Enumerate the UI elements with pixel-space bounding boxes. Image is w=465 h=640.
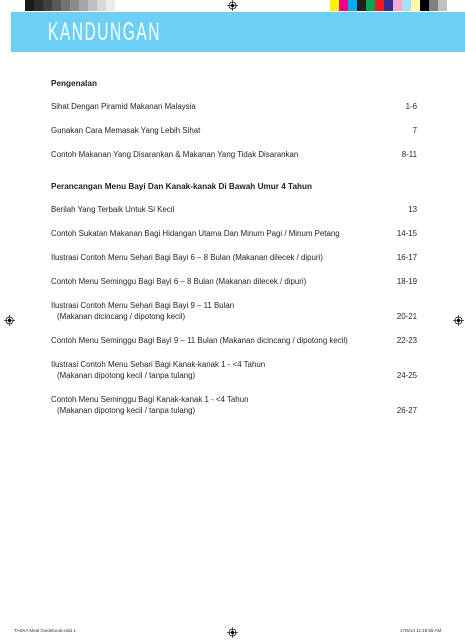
toc-entry-subtitle: (Makanan dipotong kecil / tanpa tulang): [57, 371, 196, 380]
registration-mark-right: [453, 315, 464, 326]
toc-entry: [51, 204, 417, 215]
toc-entry-title: [51, 359, 265, 381]
color-swatch: [393, 0, 402, 11]
toc-entry: [51, 394, 417, 416]
section-heading: Pengenalan: [51, 79, 97, 88]
toc-entry-page: 8-11: [401, 150, 417, 159]
toc-entry-title: Contoh Menu Seminggu Bagi Bayi 9 – 11 Bulan (Makanan dicincang / dipotong kecil): [51, 336, 348, 345]
toc-entry: [51, 335, 417, 346]
color-swatch: [106, 0, 115, 11]
toc-entry-title: Gunakan Cara Memasak Yang Lebih Sihat: [51, 126, 201, 135]
toc-entry-page: 7: [412, 126, 417, 135]
footer-filename: TASKA Meal Guidebook.indd 1: [14, 628, 76, 633]
toc-entry-title: Contoh Menu Seminggu Bagi Bayi 6 – 8 Bulan (Makanan dilecek / dipuri): [51, 277, 307, 286]
toc-entry-subtitle: (Makanan dicincang / dipotong kecil): [57, 312, 186, 321]
toc-entry: [51, 359, 417, 381]
color-swatch: [366, 0, 375, 11]
color-swatch: [375, 0, 384, 11]
color-swatch: [402, 0, 411, 11]
color-swatch: [420, 0, 429, 11]
toc-entry: [51, 300, 417, 322]
table-of-contents: [51, 78, 417, 416]
color-swatch: [357, 0, 366, 11]
registration-mark-left: [4, 315, 15, 326]
registration-mark-top: [227, 0, 238, 11]
color-swatch: [61, 0, 70, 11]
toc-entry-page: 14-15: [396, 229, 417, 238]
color-swatch: [429, 0, 438, 11]
color-swatch: [79, 0, 88, 11]
toc-entry: [51, 149, 417, 160]
toc-entry-subtitle: (Makanan dipotong kecil / tanpa tulang): [57, 406, 196, 415]
color-swatch: [70, 0, 79, 11]
toc-entry-page: 22-23: [396, 336, 417, 345]
footer-timestamp: 17/6/14 11:48:58 AM: [400, 628, 442, 633]
toc-entry-page: 18-19: [396, 277, 417, 286]
color-swatch: [115, 0, 124, 11]
page-title: KANDUNGAN: [48, 18, 161, 46]
color-swatch: [438, 0, 447, 11]
toc-entry-title: Berilah Yang Terbaik Untuk Si Kecil: [51, 205, 175, 214]
toc-entry-title: Ilustrasi Contoh Menu Sehari Bagi Bayi 6 – 8 Bulan (Makanan dilecek / dipuri): [51, 253, 323, 262]
toc-entry-page: 24-25: [396, 371, 417, 380]
toc-entry: [51, 252, 417, 263]
color-swatch: [88, 0, 97, 11]
toc-entry-title: Sihat Dengan Piramid Makanan Malaysia: [51, 102, 196, 111]
color-swatch: [348, 0, 357, 11]
color-swatch: [25, 0, 34, 11]
toc-entry: [51, 101, 417, 112]
section-heading: Perancangan Menu Bayi Dan Kanak-kanak Di Bawah Umur 4 Tahun: [51, 182, 313, 191]
color-swatch: [411, 0, 420, 11]
toc-entry-title-line: Ilustrasi Contoh Menu Sehari Bagi Kanak-kanak 1 - <4 Tahun: [51, 360, 266, 369]
color-swatch: [43, 0, 52, 11]
toc-entry-title-line: Ilustrasi Contoh Menu Sehari Bagi Bayi 9 – 11 Bulan: [51, 301, 235, 310]
color-swatch: [384, 0, 393, 11]
toc-entry-title: Contoh Sukatan Makanan Bagi Hidangan Utama Dan Minum Pagi / Minum Petang: [51, 229, 340, 238]
color-swatch: [339, 0, 348, 11]
grayscale-swatch-bar: [25, 0, 124, 11]
toc-entry: [51, 228, 417, 239]
color-swatch: [52, 0, 61, 11]
toc-entry: [51, 125, 417, 136]
toc-entry-title: [51, 300, 234, 322]
toc-entry-page: 13: [408, 205, 417, 214]
toc-entry-title: [51, 394, 248, 416]
toc-entry-title: Contoh Makanan Yang Disarankan & Makanan Yang Tidak Disarankan: [51, 150, 299, 159]
toc-entry: [51, 276, 417, 287]
toc-section: [51, 78, 417, 160]
color-swatch: [34, 0, 43, 11]
registration-mark-bottom: [227, 627, 238, 638]
color-swatch: [330, 0, 339, 11]
toc-section: [51, 181, 417, 416]
toc-entry-page: 20-21: [396, 312, 417, 321]
color-swatch: [97, 0, 106, 11]
toc-entry-page: 16-17: [396, 253, 417, 262]
toc-entry-title-line: Contoh Menu Seminggu Bagi Kanak-kanak 1 - <4 Tahun: [51, 395, 249, 404]
toc-entry-page: 26-27: [396, 406, 417, 415]
color-swatch-bar: [330, 0, 447, 11]
toc-entry-page: 1-6: [405, 102, 417, 111]
header-band: [11, 12, 465, 52]
